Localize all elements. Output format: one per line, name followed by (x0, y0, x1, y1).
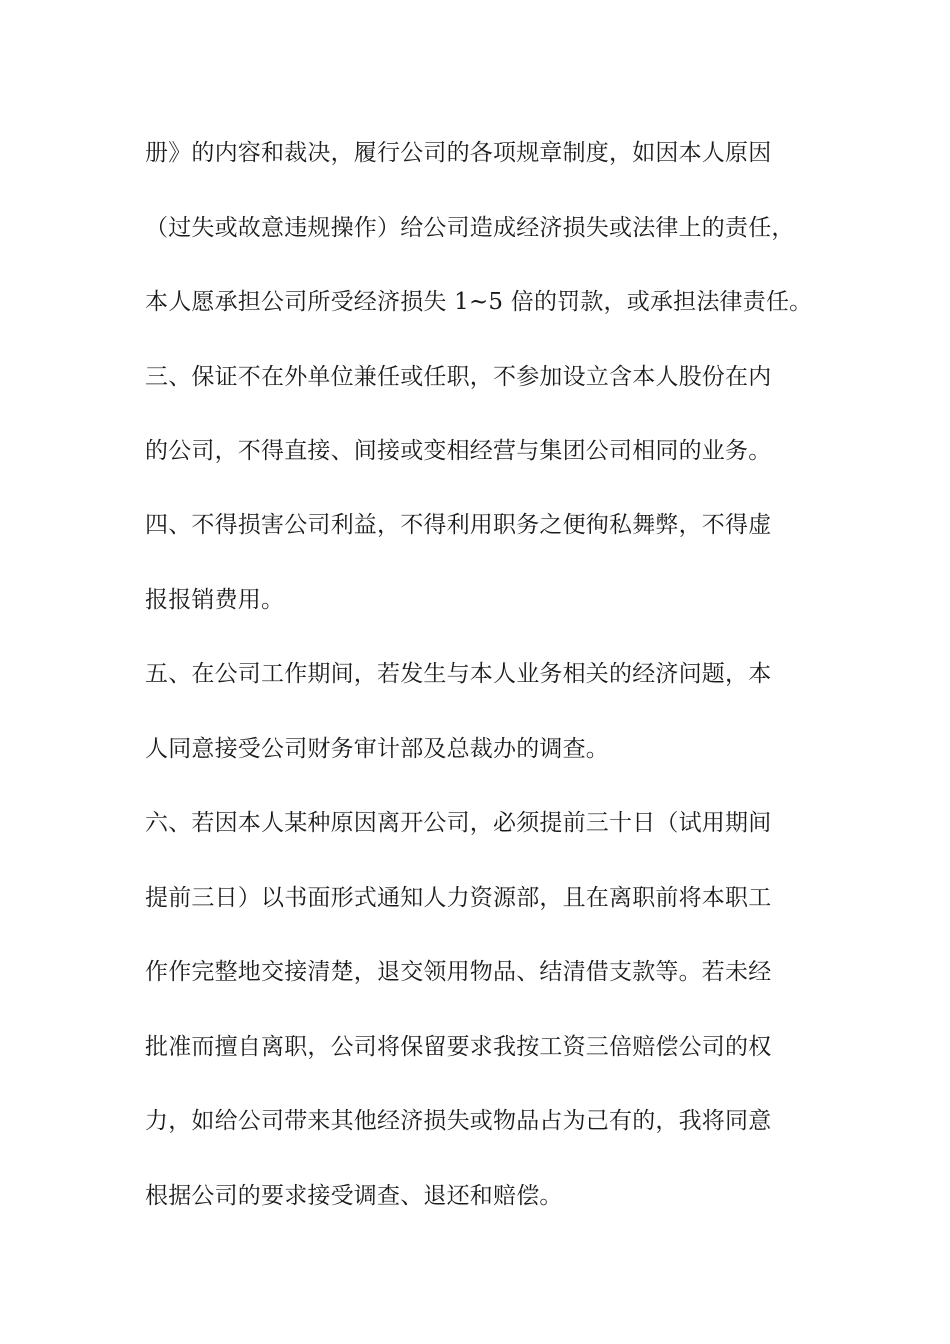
text-line: 人同意接受公司财务审计部及总裁办的调查。 (145, 736, 609, 762)
text-line: 批准而擅自离职，公司将保留要求我按工资三倍赔偿公司的权 (145, 1034, 772, 1060)
clause-4-line: 四、不得损害公司利益，不得利用职务之便徇私舞弊，不得虚 (145, 512, 772, 538)
text-line: 作作完整地交接清楚，退交领用物品、结清借支款等。若未经 (145, 959, 772, 985)
text-line: 报报销费用。 (145, 587, 285, 613)
text-line: 力，如给公司带来其他经济损失或物品占为己有的，我将同意 (145, 1108, 772, 1134)
text-line: 根据公司的要求接受调查、退还和赔偿。 (145, 1183, 563, 1209)
clause-3-line: 三、保证不在外单位兼任或任职，不参加设立含本人股份在内 (145, 364, 772, 390)
text-line: 提前三日）以书面形式通知人力资源部，且在离职前将本职工 (145, 885, 772, 911)
text-line: （过失或故意违规操作）给公司造成经济损失或法律上的责任， (145, 215, 795, 241)
text-line: 本人愿承担公司所受经济损失 1~5 倍的罚款，或承担法律责任。 (145, 289, 813, 315)
clause-6-line: 六、若因本人某种原因离开公司，必须提前三十日（试用期间 (145, 810, 772, 836)
text-line: 的公司，不得直接、间接或变相经营与集团公司相同的业务。 (145, 438, 772, 464)
text-line: 册》的内容和裁决，履行公司的各项规章制度，如因本人原因 (145, 140, 772, 166)
clause-5-line: 五、在公司工作期间，若发生与本人业务相关的经济问题，本 (145, 661, 772, 687)
